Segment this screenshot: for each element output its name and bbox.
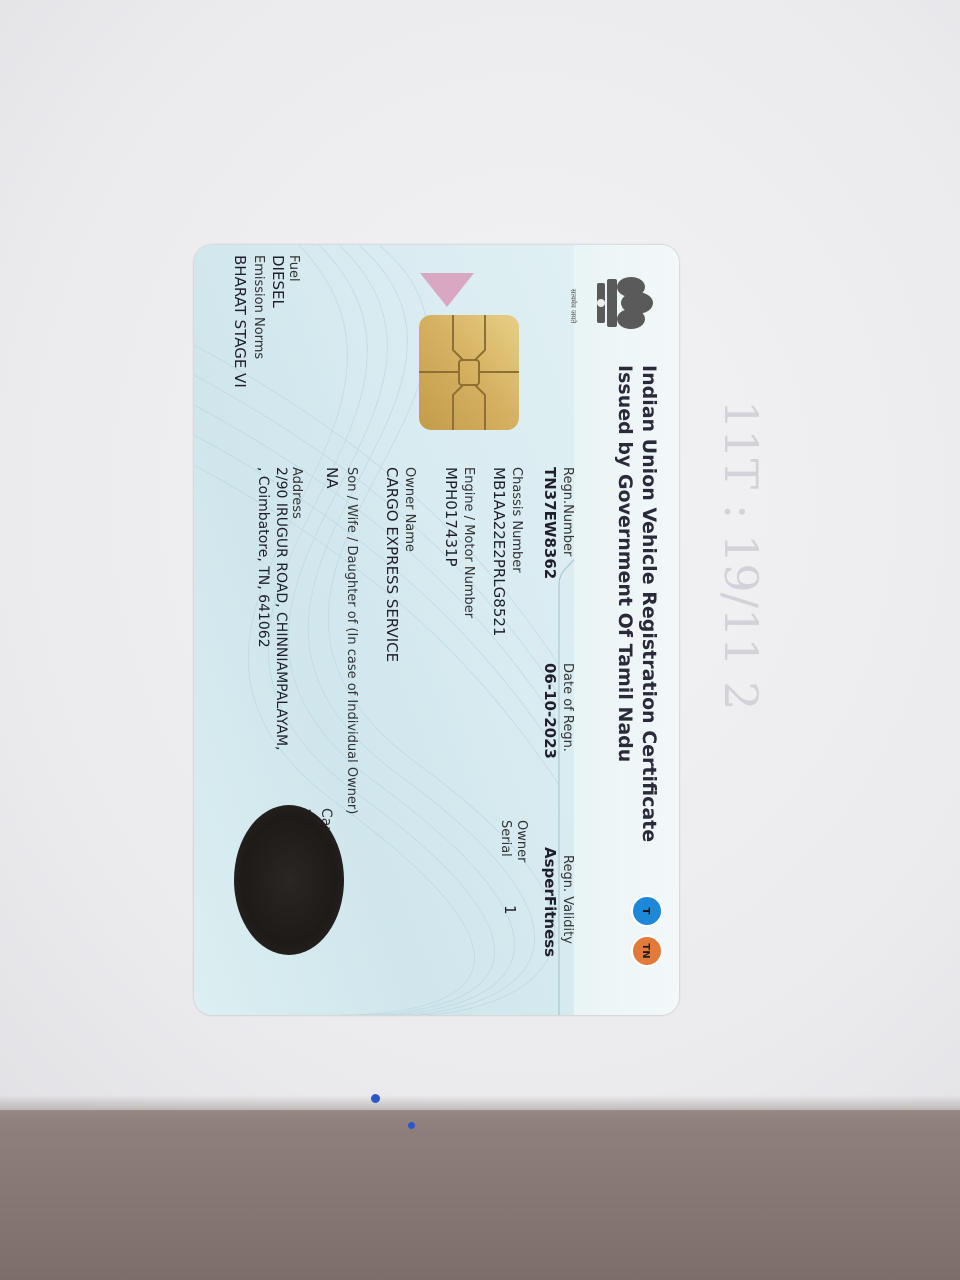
regn-validity-label: Regn. Validity — [560, 855, 575, 944]
engine-number-value: MPH017431P — [442, 467, 460, 567]
relation-label: Son / Wife / Daughter of (In case of Individual Owner) — [344, 467, 359, 815]
handwritten-scribble: 11T : 19/11 2 — [714, 400, 768, 711]
fuel-value: DIESEL — [269, 255, 287, 308]
regn-number-label: Regn.Number — [560, 467, 575, 557]
address-line2: , Coimbatore, TN, 641062 — [255, 467, 271, 648]
emission-value: BHARAT STAGE VI — [231, 255, 249, 388]
relation-value: NA — [323, 467, 341, 489]
card-title — [613, 365, 661, 842]
hologram-triangle-icon — [420, 273, 474, 307]
emission-label: Emission Norms — [251, 255, 266, 360]
card-title-line1: Indian Union Vehicle Registration Certificate — [638, 365, 660, 843]
tn-badge: TN — [631, 935, 663, 967]
national-emblem-icon — [571, 267, 661, 339]
ink-dot — [408, 1122, 415, 1129]
ink-dot — [371, 1094, 380, 1103]
regn-number-value: TN37EW8362 — [541, 467, 559, 580]
registration-card — [194, 245, 679, 1015]
owner-name-value: CARGO EXPRESS SERVICE — [383, 467, 401, 663]
fuel-label: Fuel — [286, 255, 301, 282]
address-label: Address — [289, 467, 304, 519]
date-of-regn-value: 06-10-2023 — [541, 663, 559, 759]
regn-validity-value: AsperFitness — [541, 847, 559, 958]
hologram-seal — [234, 805, 344, 955]
owner-serial-value: 1 — [501, 905, 519, 915]
owner-name-label: Owner Name — [402, 467, 417, 552]
t-badge: T — [631, 895, 663, 927]
owner-serial-label-2: Serial — [498, 820, 513, 857]
address-line1: 2/90 IRUGUR ROAD, CHINNIAMPALAYAM, — [273, 467, 289, 751]
chassis-number-value: MB1AA22E2PRLG8521 — [490, 467, 508, 637]
chassis-number-label: Chassis Number — [509, 467, 524, 573]
table-surface — [0, 1095, 960, 1280]
smart-chip-icon — [419, 315, 519, 430]
date-of-regn-label: Date of Regn. — [560, 663, 575, 752]
engine-number-label: Engine / Motor Number — [461, 467, 476, 619]
card-title-line2: Issued by Government Of Tamil Nadu — [614, 365, 636, 763]
owner-serial-label-1: Owner — [514, 820, 529, 863]
emblem-motto: सत्यमेव जयते — [569, 288, 577, 324]
